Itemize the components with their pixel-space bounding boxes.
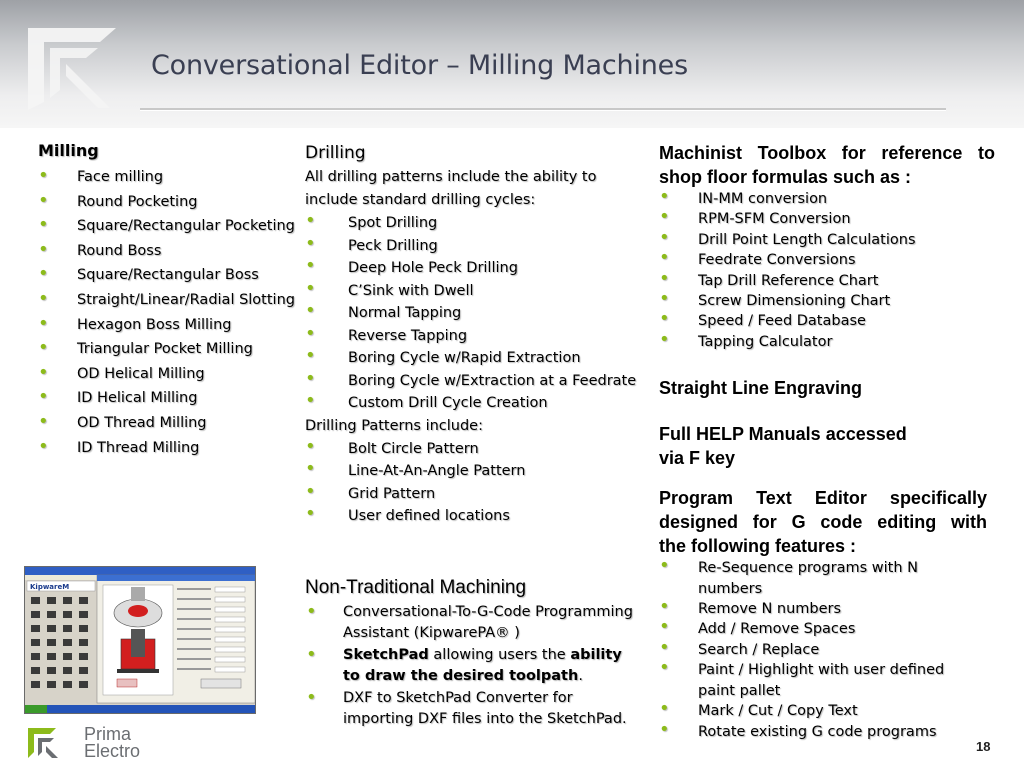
sketchpad-text: allowing users the	[428, 647, 571, 663]
list-item: • Round Pocketing	[38, 190, 293, 215]
list-item: • Spot Drilling	[305, 212, 640, 235]
page-number: 18	[976, 739, 991, 754]
sketchpad-end: .	[578, 668, 583, 684]
milling-list	[38, 165, 293, 460]
toolbox-heading-line-2: shop floor formulas such as :	[659, 167, 912, 187]
brand-line-1: Prima	[84, 724, 132, 744]
list-item: • Boring Cycle w/Rapid Extraction	[305, 347, 640, 370]
drilling-heading: Drilling	[305, 143, 366, 163]
list-item: • Square/Rectangular Pocketing	[38, 214, 293, 239]
title-divider	[140, 108, 946, 111]
list-item: • OD Helical Milling	[38, 362, 293, 387]
list-item: • Hexagon Boss Milling	[38, 313, 293, 338]
nontraditional-list	[305, 602, 640, 730]
list-item: • RPM-SFM Conversion	[659, 209, 995, 229]
list-item: • Peck Drilling	[305, 235, 640, 258]
editor-heading	[659, 486, 987, 558]
drilling-cycles-list	[305, 212, 640, 415]
list-item: • Grid Pattern	[305, 483, 640, 506]
list-item: • Normal Tapping	[305, 302, 640, 325]
list-item: • Square/Rectangular Boss	[38, 263, 293, 288]
list-item: • IN-MM conversion	[659, 189, 995, 209]
list-item: • User defined locations	[305, 505, 640, 528]
drilling-intro-line-2: include standard drilling cycles:	[305, 192, 536, 208]
list-item: • Round Boss	[38, 239, 293, 264]
help-line-1: Full HELP Manuals accessed	[659, 424, 907, 445]
milling-heading: Milling	[38, 141, 99, 160]
list-item: • Reverse Tapping	[305, 325, 640, 348]
editor-list	[659, 558, 979, 742]
editor-heading-line-1: Program Text Editor specifically	[659, 488, 987, 509]
list-item: • DXF to SketchPad Converter for importing DXF files into the SketchPad.	[305, 688, 640, 730]
list-item	[305, 645, 640, 687]
engraving-heading: Straight Line Engraving	[659, 378, 863, 399]
nontraditional-heading: Non-Traditional Machining	[305, 577, 527, 598]
drilling-patterns-list	[305, 438, 640, 528]
list-item: • Drill Point Length Calculations	[659, 230, 995, 250]
list-item: • Add / Remove Spaces	[659, 619, 979, 639]
toolbox-heading-line-1: Machinist Toolbox for reference to	[659, 143, 995, 163]
list-item: • Custom Drill Cycle Creation	[305, 392, 640, 415]
list-item: • Triangular Pocket Milling	[38, 337, 293, 362]
drilling-section	[305, 142, 640, 528]
arrow-logo-icon	[22, 22, 120, 112]
list-item: • ID Helical Milling	[38, 386, 293, 411]
software-screenshot	[24, 566, 256, 714]
list-item: • Screw Dimensioning Chart	[659, 291, 995, 311]
editor-heading-line-3: the following features :	[659, 536, 857, 557]
list-item: • Re-Sequence programs with N numbers	[659, 558, 979, 599]
right-column	[659, 141, 995, 742]
toolbox-list	[659, 189, 995, 352]
list-item: • Bolt Circle Pattern	[305, 438, 640, 461]
list-item: • Remove N numbers	[659, 599, 979, 619]
list-item: • Tapping Calculator	[659, 332, 995, 352]
page-title: Conversational Editor – Milling Machines	[151, 50, 688, 81]
list-item: • Tap Drill Reference Chart	[659, 271, 995, 291]
list-item: • Feedrate Conversions	[659, 250, 995, 270]
screenshot-app-name: KipwareM	[30, 583, 70, 591]
editor-heading-line-2: designed for G code editing with	[659, 512, 987, 533]
drilling-patterns-intro: Drilling Patterns include:	[305, 417, 483, 434]
list-item: • Conversational-To-G-Code Programming Assistant (KipwarePA® )	[305, 602, 640, 644]
sketchpad-ability: ability to draw the desired toolpath	[343, 647, 622, 684]
help-line-2: via F key	[659, 448, 736, 469]
brand-logo	[26, 726, 146, 762]
brand-line-2: Electro	[84, 741, 141, 761]
list-item: • Boring Cycle w/Extraction at a Feedrate	[305, 370, 640, 393]
list-item: • Search / Replace	[659, 640, 979, 660]
list-item: • ID Thread Milling	[38, 436, 293, 461]
sketchpad-label: SketchPad	[343, 647, 429, 663]
list-item: • Line-At-An-Angle Pattern	[305, 460, 640, 483]
list-item: • Rotate existing G code programs	[659, 722, 979, 742]
list-item: • Straight/Linear/Radial Slotting	[38, 288, 293, 313]
drilling-intro-line-1: All drilling patterns include the ability to	[305, 169, 597, 185]
list-item: • Paint / Highlight with user defined paint pallet	[659, 660, 978, 701]
brand-arrow-icon	[26, 726, 80, 762]
list-item: • Deep Hole Peck Drilling	[305, 257, 640, 280]
list-item: • Mark / Cut / Copy Text	[659, 701, 979, 721]
header-band	[0, 0, 1024, 128]
brand-name	[84, 726, 140, 760]
list-item: • C’Sink with Dwell	[305, 280, 640, 303]
list-item: • OD Thread Milling	[38, 411, 293, 436]
milling-section	[38, 141, 293, 460]
list-item: • Face milling	[38, 165, 293, 190]
screenshot-graphic	[25, 567, 255, 713]
nontraditional-section	[305, 576, 640, 731]
list-item: • Speed / Feed Database	[659, 311, 995, 331]
